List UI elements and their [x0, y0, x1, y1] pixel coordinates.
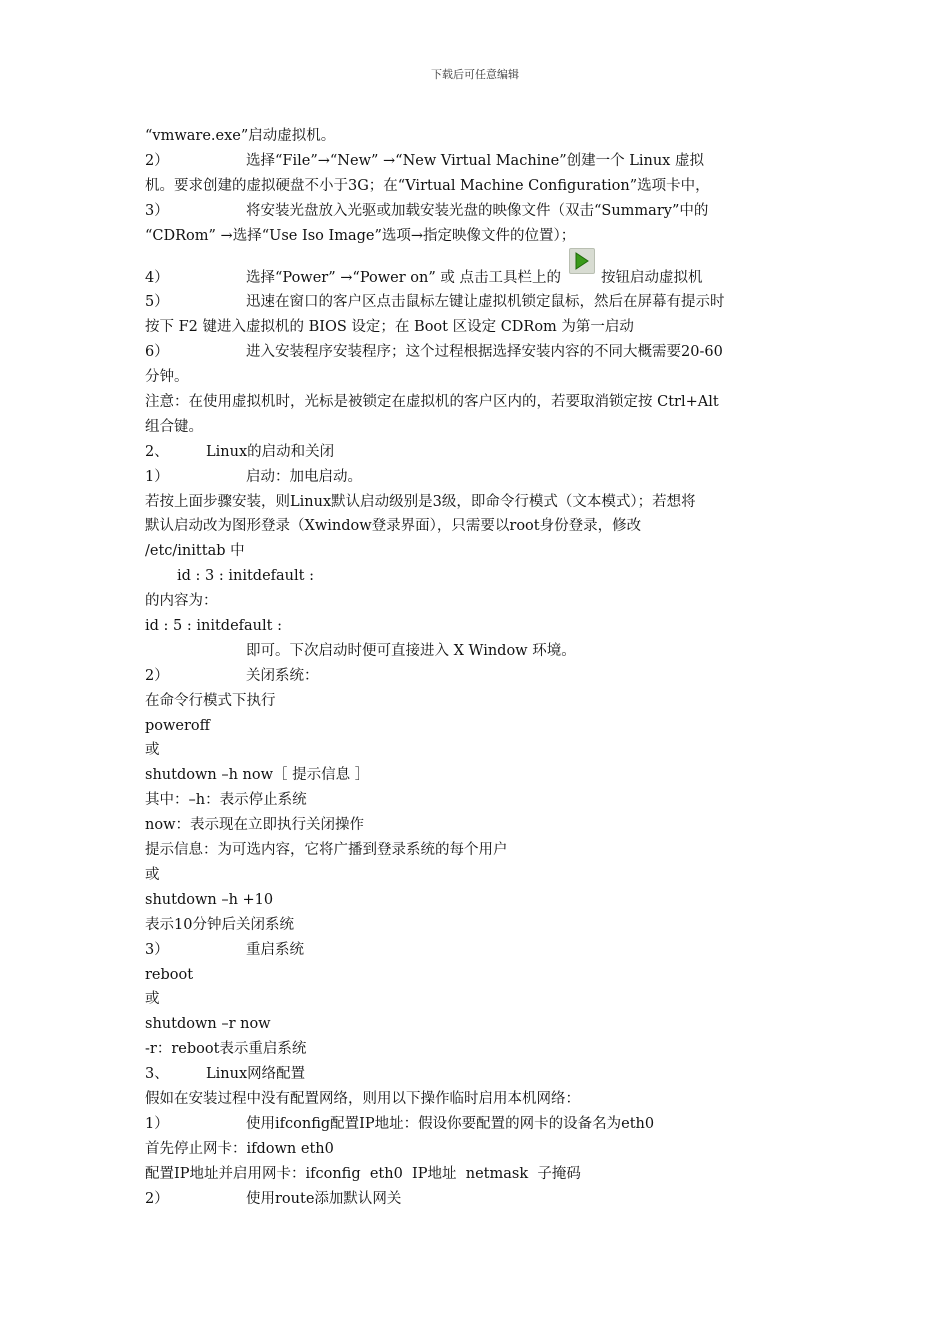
code-line: shutdown –h +10: [145, 891, 274, 908]
text-line: 分钟。: [145, 369, 189, 386]
section-title: Linux网络配置: [206, 1066, 306, 1083]
text-line: 即可。下次启动时便可直接进入 X Window 环境。: [246, 642, 576, 659]
step-text: 关闭系统：: [246, 667, 319, 684]
text-line: 配置IP地址并启用网卡：ifconfig eth0 IP地址 netmask 子掩码: [145, 1165, 581, 1182]
step-text-suffix: 按钮启动虚拟机: [600, 270, 703, 287]
text-line: 机。要求创建的虚拟硬盘不小于3G；在“Virtual Machine Configuration”选项卡中，: [145, 177, 710, 194]
code-line: id : 5 : initdefault :: [145, 618, 282, 635]
text-line: 首先停止网卡：ifdown eth0: [145, 1140, 334, 1157]
step-text: 选择“Power” →“Power on” 或 点击工具栏上的: [246, 270, 561, 287]
step-line: [145, 1187, 825, 1212]
step-line: [145, 664, 825, 689]
step-line: [145, 199, 825, 224]
step-line: [145, 465, 825, 490]
step-text: 将安装光盘放入光驱或加载安装光盘的映像文件（双击“Summary”中的: [246, 202, 709, 219]
text-line: 表示10分钟后关闭系统: [145, 916, 294, 933]
text-line: 或: [145, 866, 160, 883]
text-line: 或: [145, 991, 160, 1008]
play-icon: [569, 248, 595, 274]
text-line: 按下 F2 键进入虚拟机的 BIOS 设定；在 Boot 区设定 CDRom 为第一启动: [145, 319, 634, 336]
code-line: reboot: [145, 966, 194, 983]
step-number: 1）: [145, 1115, 169, 1132]
text-line: -r：reboot表示重启系统: [145, 1041, 307, 1058]
step-number: 1）: [145, 468, 169, 485]
code-line: shutdown –r now: [145, 1016, 271, 1033]
code-line: poweroff: [145, 717, 210, 734]
step-text: 重启系统: [246, 941, 304, 958]
step-line: [145, 938, 825, 963]
code-line: id : 3 : initdefault :: [177, 568, 314, 585]
text-line: 注意：在使用虚拟机时，光标是被锁定在虚拟机的客户区内的，若要取消锁定按 Ctrl+Alt: [145, 394, 719, 411]
text-line: 假如在安装过程中没有配置网络，则用以下操作临时启用本机网络：: [145, 1090, 580, 1107]
step-line: [145, 1112, 825, 1137]
text-line: 提示信息：为可选内容，它将广播到登录系统的每个用户: [145, 842, 508, 859]
text-line: 组合键。: [145, 418, 203, 435]
document-body: [145, 124, 825, 1211]
step-text: 迅速在窗口的客户区点击鼠标左键让虚拟机锁定鼠标，然后在屏幕有提示时: [246, 294, 725, 311]
step-line: [145, 340, 825, 365]
text-line: /etc/inittab 中: [145, 543, 245, 560]
step-line: [145, 149, 825, 174]
step-text: 使用ifconfig配置IP地址：假设你要配置的网卡的设备名为eth0: [246, 1115, 655, 1132]
text-line: 若按上面步骤安装，则Linux默认启动级别是3级，即命令行模式（文本模式）；若想将: [145, 493, 696, 510]
step-number: 2）: [145, 1190, 169, 1207]
text-line: “vmware.exe”启动虚拟机。: [145, 128, 336, 144]
section-number: 3、: [145, 1066, 169, 1083]
section-heading: [145, 440, 825, 465]
text-line: 的内容为：: [145, 593, 218, 610]
section-title: Linux的启动和关闭: [206, 443, 335, 460]
step-text: 进入安装程序安装程序；这个过程根据选择安装内容的不同大概需要20-60: [246, 344, 723, 361]
section-heading: [145, 1062, 825, 1087]
section-number: 2、: [145, 443, 169, 460]
step-number: 5）: [145, 294, 169, 311]
step-number: 6）: [145, 344, 169, 361]
page-header: 下载后可任意编辑: [431, 68, 519, 81]
text-line: 默认启动改为图形登录（Xwindow登录界面），只需要以root身份登录，修改: [145, 518, 642, 535]
code-line: shutdown –h now［ 提示信息 ］: [145, 767, 370, 784]
step-text: 使用route添加默认网关: [246, 1190, 402, 1207]
step-text: 启动：加电启动。: [246, 468, 362, 485]
text-line: 或: [145, 742, 160, 759]
step-line: [145, 248, 825, 290]
step-number: 4）: [145, 270, 169, 287]
step-number: 3）: [145, 941, 169, 958]
step-number: 3）: [145, 202, 169, 219]
text-line: “CDRom” →选择“Use Iso Image”选项→指定映像文件的位置）；: [145, 227, 576, 244]
step-number: 2）: [145, 667, 169, 684]
step-line: [145, 290, 825, 315]
step-number: 2）: [145, 152, 169, 169]
text-line: now：表示现在立即执行关闭操作: [145, 817, 364, 834]
step-text: 选择“File”→“New” →“New Virtual Machine”创建一个 Linux 虚拟: [246, 152, 704, 169]
text-line: 在命令行模式下执行: [145, 692, 276, 709]
text-line: 其中：–h：表示停止系统: [145, 792, 307, 809]
